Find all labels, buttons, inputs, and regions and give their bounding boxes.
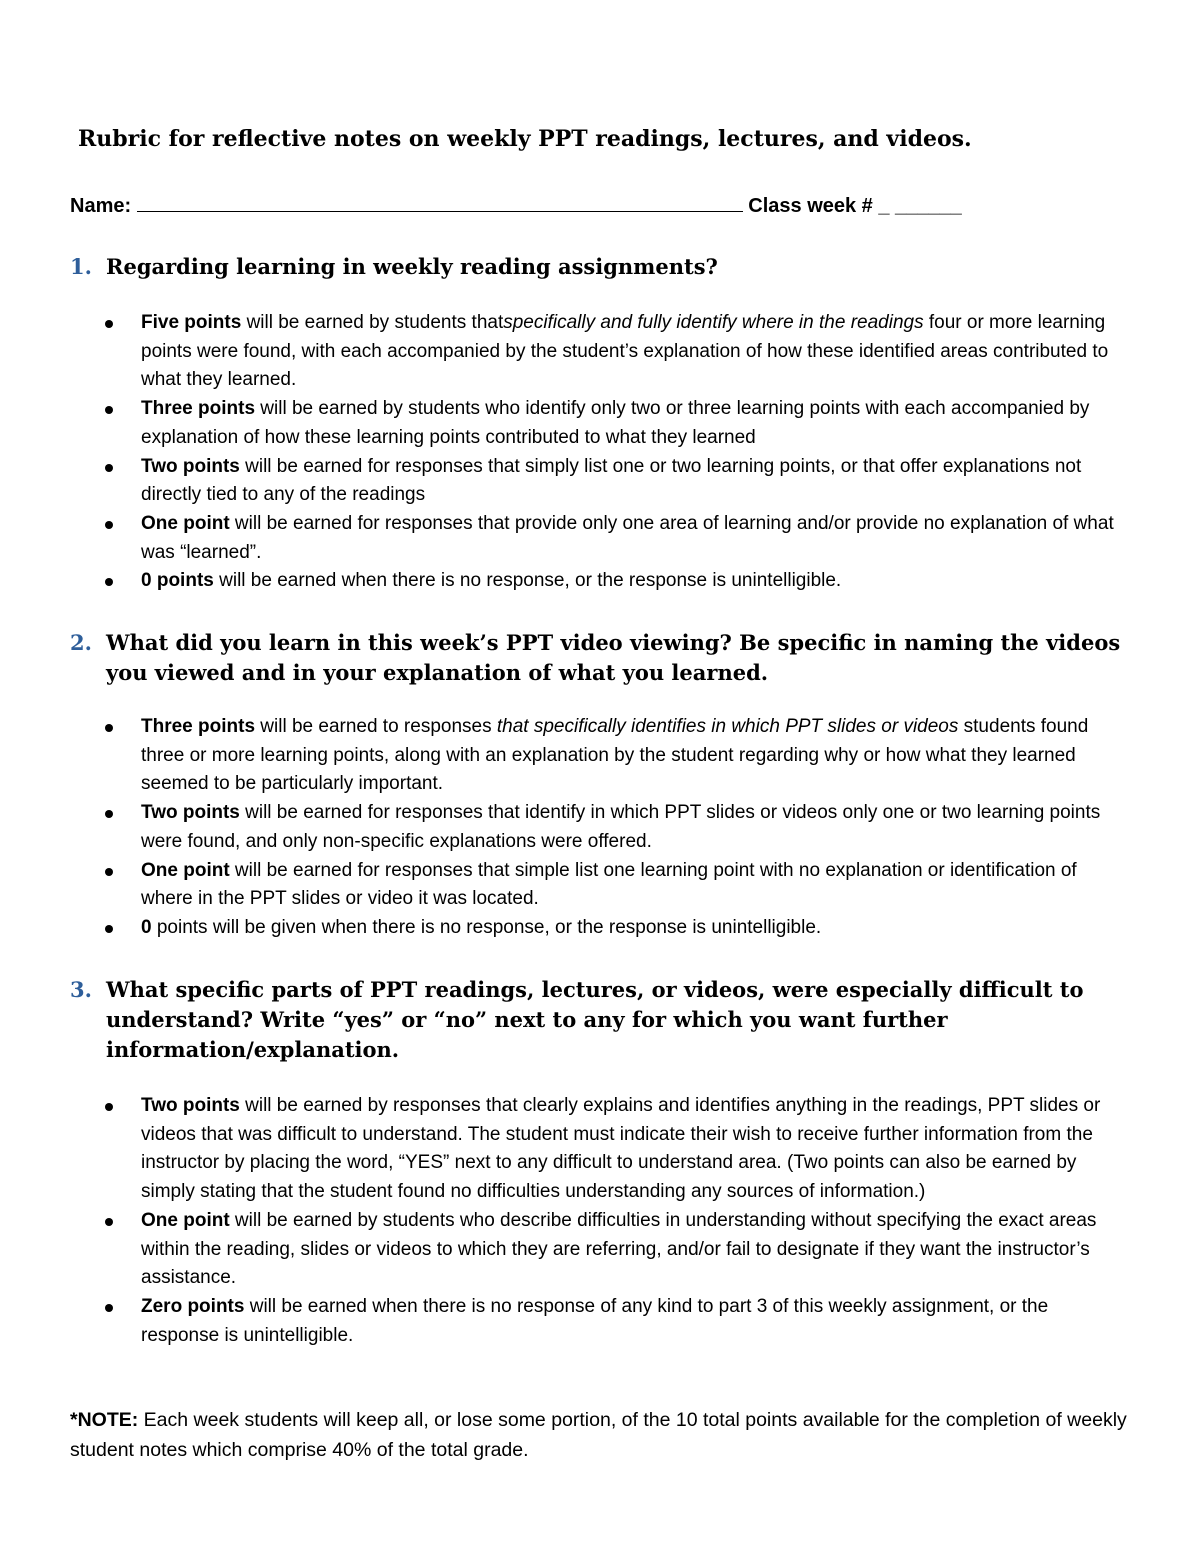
- criteria-text: points will be given when there is no response, or the response is unintelligible.: [151, 916, 822, 938]
- criteria-item: [70, 309, 1130, 395]
- criteria-text: will be earned when there is no response, or the response is unintelligible.: [213, 570, 842, 592]
- points-label: Five points: [141, 312, 242, 333]
- question-number: 1.: [70, 254, 92, 279]
- points-label: 0: [141, 916, 152, 938]
- points-label: 0 points: [141, 570, 214, 592]
- grading-note: [70, 1405, 1130, 1465]
- points-label: Two points: [141, 455, 240, 477]
- criteria-text: will be earned when there is no response of any kind to part 3 of this weekly assignment, or the response is unintelligible.: [141, 1295, 1049, 1346]
- points-label: Two points: [141, 1095, 240, 1116]
- question-text: What specific parts of PPT readings, lectures, or videos, were especially difficult to understand? Write “yes” or “no” next to any for which you want further information/explanation.: [106, 977, 1084, 1062]
- question-1-section: [70, 252, 1130, 596]
- criteria-text: four or more learning points were found, with each accompanied by the student’s explanation of how these identified areas contributed to what they learned.: [141, 312, 1109, 391]
- name-blank: [137, 193, 743, 212]
- question-1-criteria: [70, 309, 1130, 596]
- criteria-item: [70, 1092, 1130, 1207]
- note-label: *NOTE:: [70, 1409, 139, 1431]
- criteria-item: [70, 453, 1130, 510]
- points-label: Three points: [141, 716, 256, 737]
- criteria-text: will be earned for responses that provide only one area of learning and/or provide no explanation of what was “learned”.: [141, 512, 1114, 563]
- points-label: Three points: [141, 398, 256, 420]
- question-3-criteria: [70, 1092, 1130, 1350]
- criteria-item: [70, 713, 1130, 799]
- question-2-criteria: [70, 713, 1130, 943]
- question-2-heading: [70, 628, 1130, 688]
- question-1-heading: [70, 252, 1130, 282]
- criteria-item: [70, 1293, 1130, 1350]
- criteria-text: students found three or more learning points, along with an explanation by the student regarding why or how what they learned seemed to be particularly important.: [141, 716, 1089, 795]
- points-label: Two points: [141, 802, 240, 824]
- question-text: Regarding learning in weekly reading assignments?: [106, 254, 718, 279]
- criteria-text: will be earned to responses: [255, 716, 497, 737]
- criteria-item: [70, 799, 1130, 856]
- criteria-item: [70, 914, 1130, 943]
- criteria-text: will be earned by students who describe difficulties in understanding without specifying the exact areas within the reading, slides or videos to which they are referring, and/or fail to designate if they want the instructor’s assistance.: [141, 1209, 1097, 1289]
- question-3-section: [70, 975, 1130, 1350]
- name-week-line: [70, 192, 962, 220]
- question-number: 2.: [70, 630, 92, 655]
- note-text: Each week students will keep all, or lose some portion, of the 10 total points available for the completion of weekly student notes which comprise 40% of the total grade.: [70, 1409, 1127, 1461]
- points-label: One point: [141, 1209, 230, 1231]
- criteria-item: [70, 857, 1130, 914]
- criteria-emphasis: specifically and fully identify where in the readings: [503, 312, 924, 333]
- question-text: What did you learn in this week’s PPT video viewing? Be specific in naming the videos you viewed and in your explanation of what you learned.: [106, 630, 1121, 685]
- criteria-text: will be earned for responses that simply list one or two learning points, or that offer explanations not directly tied to any of the readings: [141, 455, 1082, 506]
- criteria-text: will be earned by students that: [241, 312, 504, 333]
- criteria-text: will be earned for responses that simple list one learning point with no explanation or identification of where in the PPT slides or video it was located.: [141, 859, 1077, 910]
- question-2-section: [70, 628, 1130, 943]
- criteria-item: [70, 567, 1130, 596]
- points-label: One point: [141, 512, 230, 534]
- criteria-text: will be earned by responses that clearly explains and identifies anything in the readings, PPT slides or videos that was difficult to understand. The student must indicate their wish to receive further information from the instructor by placing the word, “YES” next to any difficult to understand area. (Two points can also be earned by simply stating that the student found no difficulties understanding any sources of information.): [141, 1095, 1101, 1203]
- criteria-emphasis: that specifically identifies in which PPT slides or videos: [496, 716, 959, 737]
- criteria-item: [70, 1207, 1130, 1293]
- points-label: Zero points: [141, 1295, 245, 1317]
- class-week-blank: _ ______: [878, 195, 962, 217]
- question-3-heading: [70, 975, 1130, 1065]
- question-number: 3.: [70, 977, 92, 1002]
- criteria-item: [70, 510, 1130, 567]
- criteria-item: [70, 395, 1130, 452]
- criteria-text: will be earned by students who identify only two or three learning points with each accompanied by explanation of how these learning points contributed to what they learned: [141, 398, 1090, 448]
- document-title: Rubric for reflective notes on weekly PPT readings, lectures, and videos.: [78, 126, 972, 152]
- criteria-text: will be earned for responses that identify in which PPT slides or videos only one or two learning points were found, and only non-specific explanations were offered.: [141, 802, 1101, 852]
- name-label: Name:: [70, 195, 132, 217]
- class-week-label: Class week #: [748, 195, 873, 217]
- points-label: One point: [141, 859, 230, 881]
